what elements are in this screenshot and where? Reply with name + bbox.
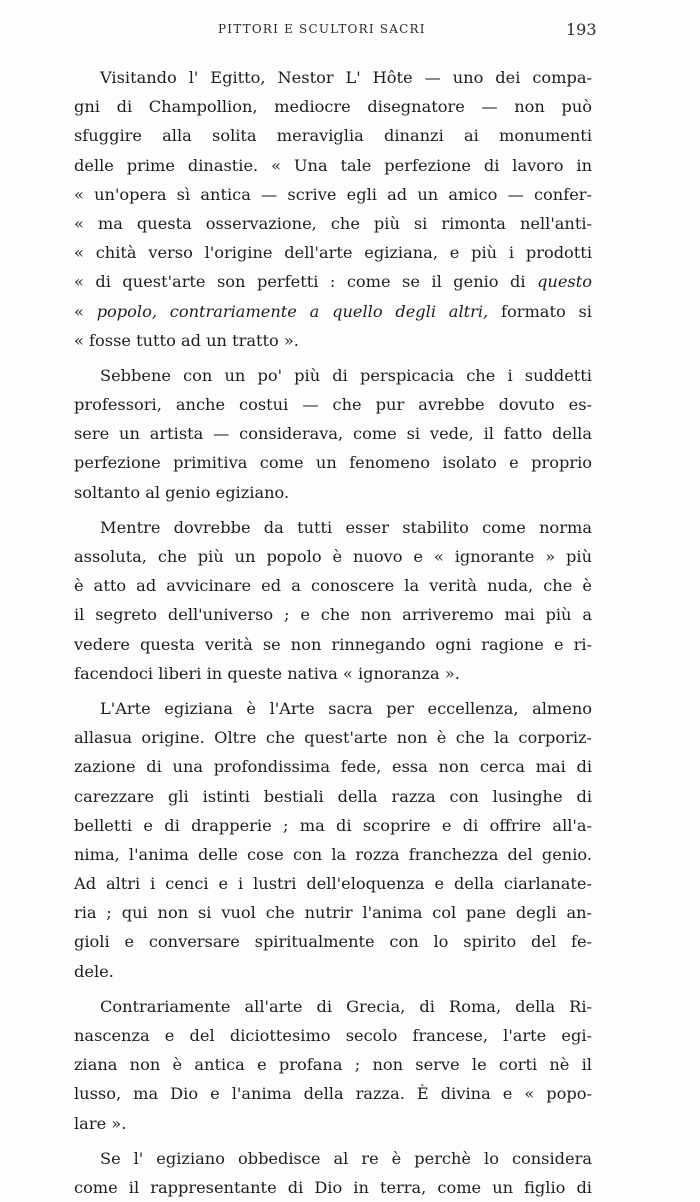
paragraph-4 [74,694,592,986]
text-line: Sebbene con un po' più di perspicacia che i suddetti [100,365,592,385]
text-line: dele. [74,961,114,981]
text-line: « chità verso l'origine dell'arte egiziana, e più i prodotti [74,243,592,263]
text-line: sere un artista — considerava, come si vede, il fatto della [74,424,592,444]
text-segment: formato si [488,301,592,321]
text-line: il segreto dell'universo ; e che non arriveremo mai più a [74,605,592,625]
text-line [74,267,592,296]
text-line: assoluta, che più un popolo è nuovo e « ignorante » più [74,547,592,566]
text-line: Se l' egiziano obbedisce al re è perchè lo considera [100,1148,592,1168]
text-line: carezzare gli istinti bestiali della razza con lusinghe di [74,786,592,806]
text-line: è atto ad avvicinare ed a conoscere la verità nuda, che è [74,576,592,596]
text-line: gni di Champollion, mediocre disegnatore — non può [74,97,592,117]
paragraph-2 [74,361,592,507]
text-line: lusso, ma Dio e l'anima della razza. È divina e « popo- [74,1084,592,1104]
page-number: 193 [566,20,597,39]
paragraph-1 [74,63,592,355]
text-line: come il rappresentante di Dio in terra, come un figlio di [74,1177,592,1197]
text-line: perfezione primitiva come un fenomeno isolato e proprio [74,453,592,473]
text-line: « un'opera sì antica — scrive egli ad un amico — confer- [74,184,592,204]
italic-text: questo [537,272,592,292]
text-line: belletti e di drapperie ; ma di scoprire e di offrire all'a- [74,815,592,835]
text-line: « ma questa osservazione, che più si rimonta nell'anti- [74,213,592,233]
text-line: allasua origine. Oltre che quest'arte non è che la corporiz- [74,728,592,748]
text-line: Contrariamente all'arte di Grecia, di Roma, della Ri- [100,996,592,1016]
text-line: professori, anche costui — che pur avrebbe dovuto es- [74,395,592,415]
text-line: facendoci liberi in queste nativa « ignoranza ». [74,663,460,683]
body-text [74,63,592,1202]
paragraph-6 [74,1144,592,1202]
text-line [74,297,592,326]
paragraph-5 [74,992,592,1138]
text-line: lare ». [74,1113,127,1133]
text-line: Ad altri i cenci e i lustri dell'eloquenza e della ciarlanate- [74,874,592,894]
text-line: gioli e conversare spiritualmente con lo spirito del fe- [74,932,592,952]
text-line: Visitando l' Egitto, Nestor L' Hôte — uno dei compa- [100,68,592,87]
text-line: soltanto al genio egiziano. [74,482,290,502]
text-line: ria ; qui non si vuol che nutrir l'anima col pane degli an- [74,903,592,923]
text-line: Mentre dovrebbe da tutti esser stabilito come norma [100,517,592,537]
paragraph-3 [74,513,592,688]
running-head [0,22,700,42]
text-line: delle prime dinastie. « Una tale perfezione di lavoro in [74,155,592,175]
text-line: « fosse tutto ad un tratto ». [74,330,299,350]
text-line: L'Arte egiziana è l'Arte sacra per eccellenza, almeno [100,698,592,718]
running-title: PITTORI E SCULTORI SACRI [218,22,426,36]
text-line: sfuggire alla solita meraviglia dinanzi ai monumenti [74,126,592,146]
text-line: nascenza e del diciottesimo secolo francese, l'arte egi- [74,1026,592,1045]
text-line: vedere questa verità se non rinnegando ogni ragione e ri- [74,634,592,654]
italic-text: popolo, contrariamente a quello degli altri, [96,301,489,321]
text-line: zazione di una profondissima fede, essa non cerca mai di [74,757,592,777]
text-line: nima, l'anima delle cose con la rozza franchezza del genio. [74,844,592,864]
text-segment: « di quest'arte son perfetti : come se il genio di [74,272,538,292]
text-segment: « [74,301,97,321]
text-line: ziana non è antica e profana ; non serve le corti nè il [74,1055,592,1075]
